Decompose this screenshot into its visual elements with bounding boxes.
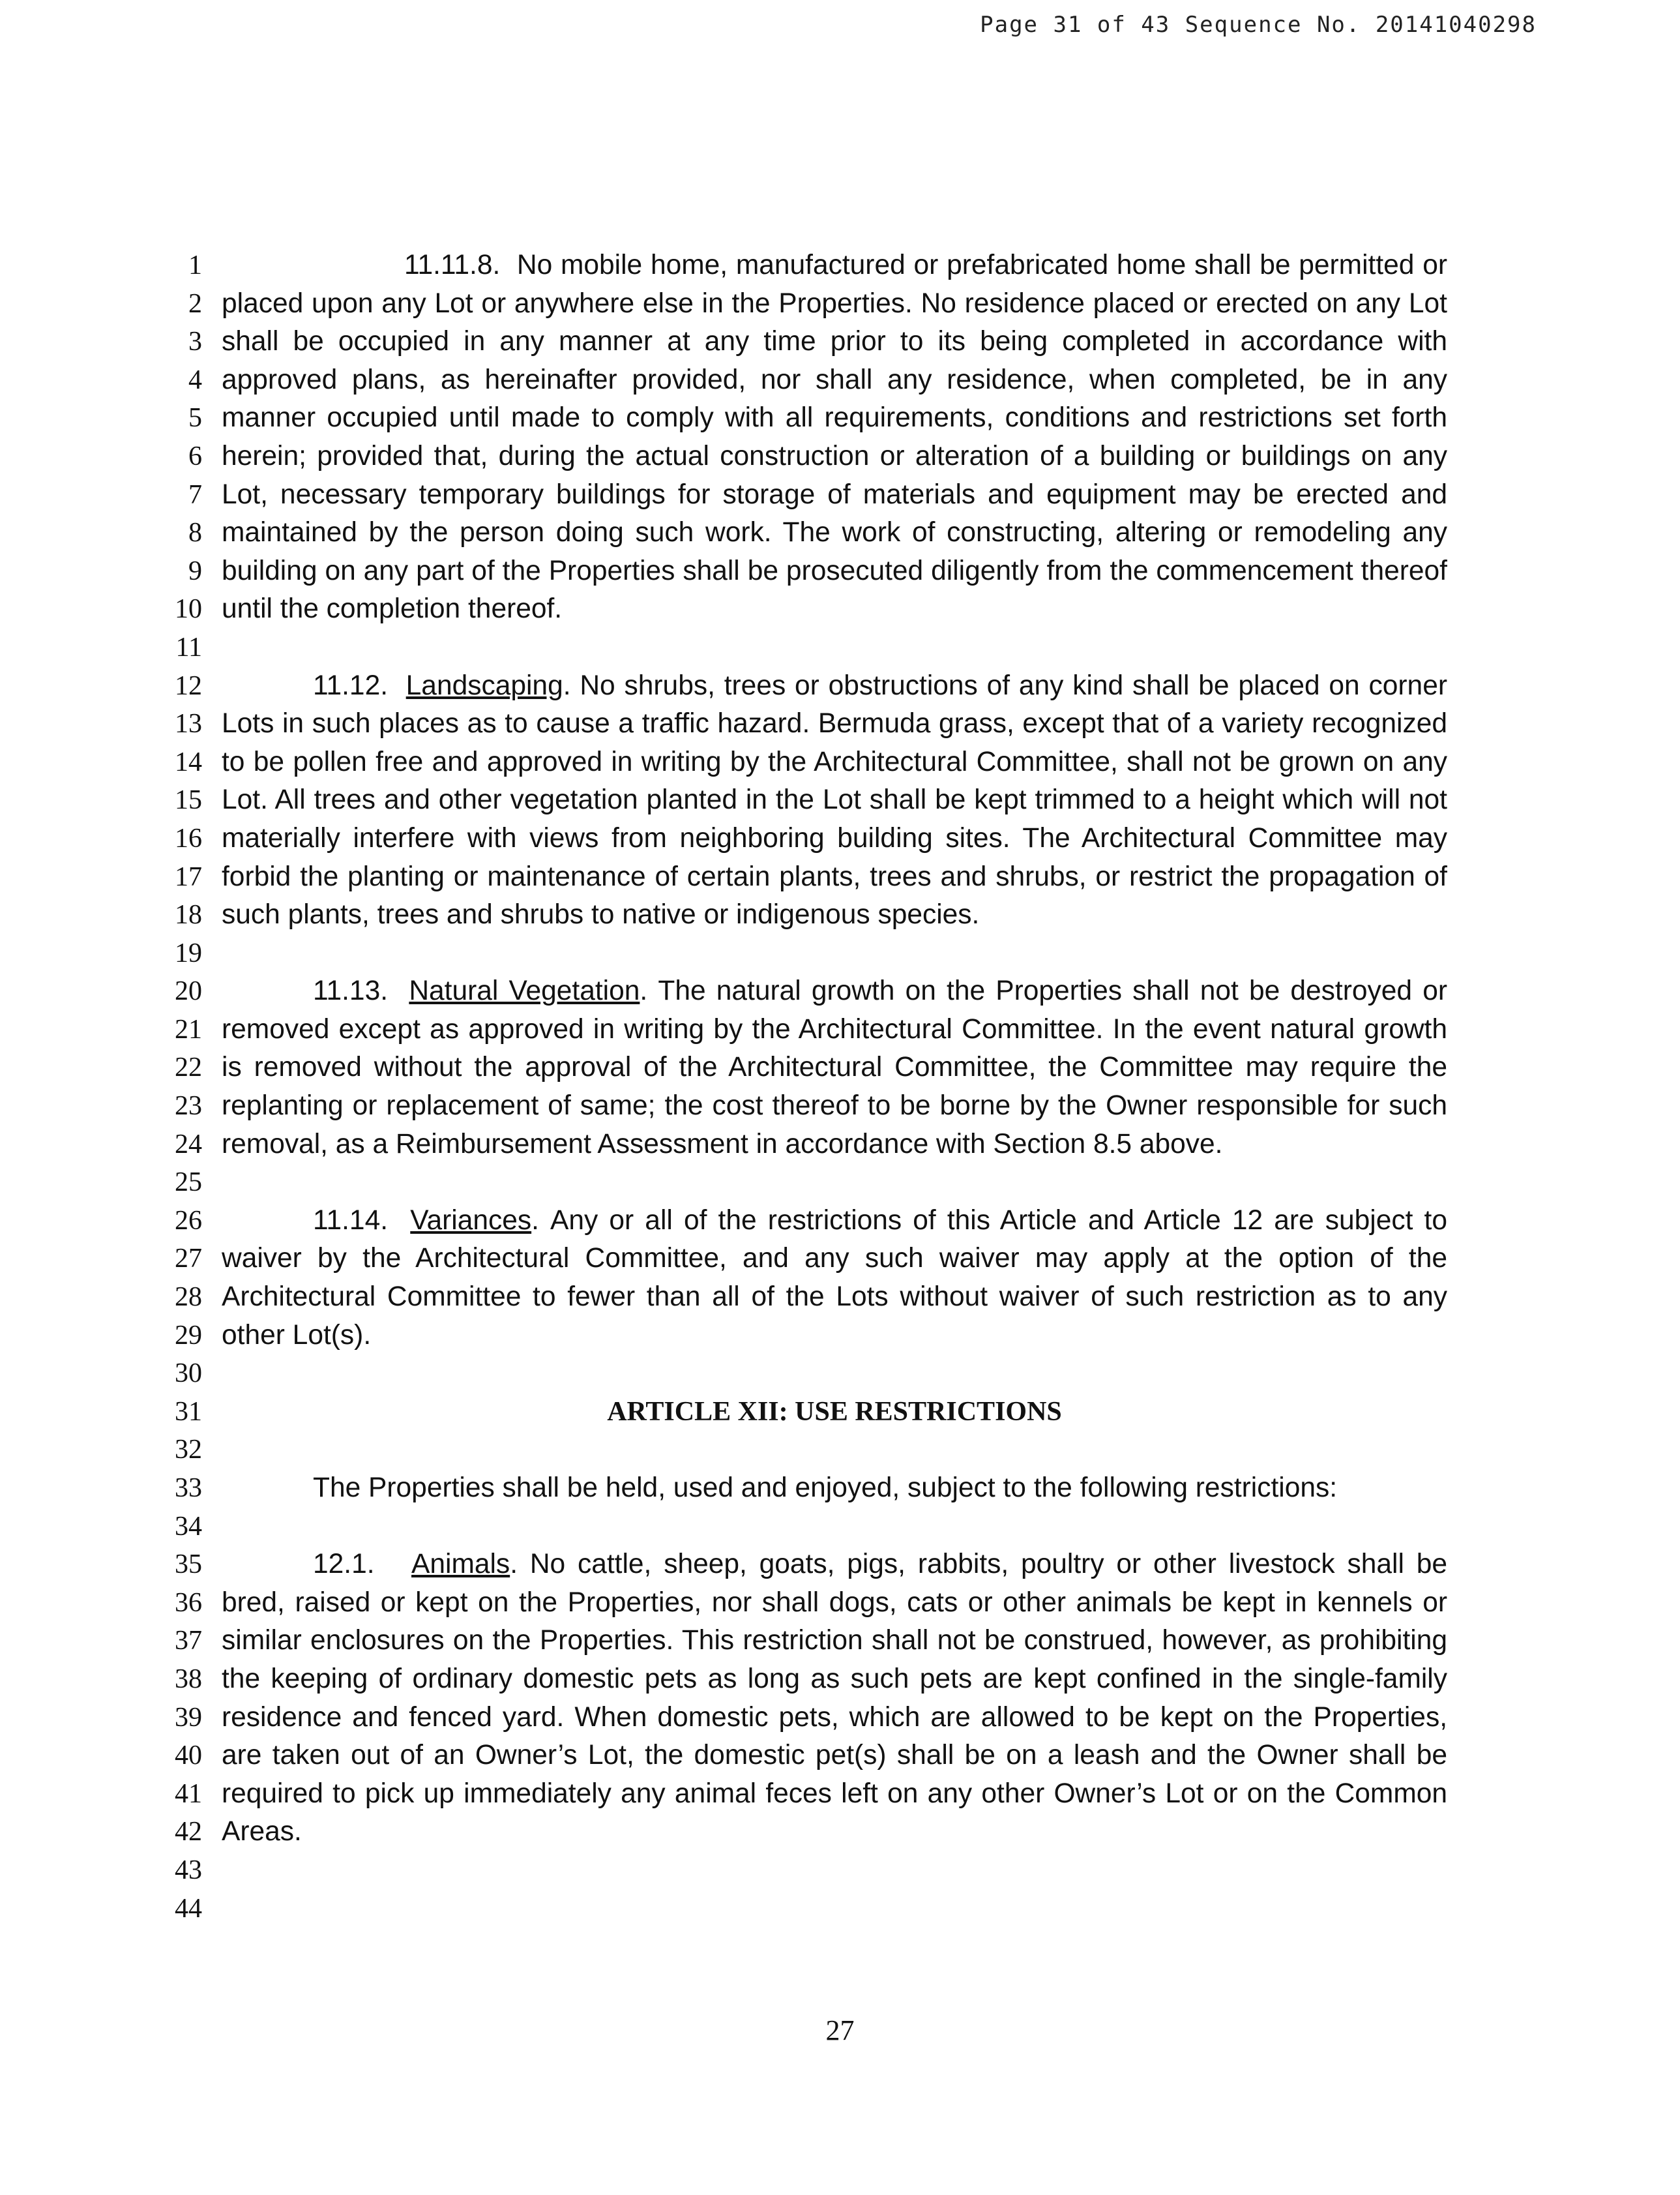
line-number: 42 <box>175 1817 202 1847</box>
section-number: 11.12. <box>313 670 389 701</box>
line-number: 12 <box>175 670 202 701</box>
section-number: 12.1. <box>313 1549 375 1580</box>
line-number: 38 <box>175 1664 202 1694</box>
section-text: Any or all of the restrictions of this Article and Article 12 are subject to waiver by the Architectural Committee, and any such waiver may apply at the option of the Architectural Committee to fewer than all of the Lots without waiver of such restriction as to any other Lot(s). <box>222 1204 1448 1351</box>
line-number: 44 <box>175 1893 202 1924</box>
section-title: Animals <box>411 1549 510 1580</box>
line-number: 6 <box>188 441 202 471</box>
section-text: No shrubs, trees or obstructions of any kind shall be placed on corner Lots in such places as to cause a traffic hazard. Bermuda grass, except that of a variety recognized to be pollen free and approved in writing by the Architectural Committee, shall not be grown on any Lot. All trees and other vegetation planted in the Lot shall be kept trimmed to a height which will not materially interfere with views from neighboring building sites. The Architectural Committee may forbid the planting or maintenance of certain plants, trees and shrubs, or restrict the propagation of such plants, trees and shrubs to native or indigenous species. <box>222 670 1447 931</box>
document-body <box>222 246 1447 1851</box>
line-number: 16 <box>175 823 202 854</box>
line-number: 26 <box>175 1205 202 1236</box>
section-11-12: 11.12. Landscaping. No shrubs, trees or obstructions of any kind shall be placed on corner Lots in such places as to cause a traffic hazard. Bermuda grass, except that of a variety recognized to be pollen free and approved in writing by the Architectural Committee, shall not be grown on any Lot. All trees and other vegetation planted in the Lot shall be kept trimmed to a height which will not materially interfere with views from neighboring building sites. The Architectural Committee may forbid the planting or maintenance of certain plants, trees and shrubs, or restrict the propagation of such plants, trees and shrubs to native or indigenous species. <box>222 670 1447 931</box>
section-12-1: 12.1. Animals. No cattle, sheep, goats, pigs, rabbits, poultry or other livestock shall be bred, raised or kept on the Properties, nor shall dogs, cats or other animals be kept in kennels or similar enclosures on the Properties. This restriction shall not be construed, however, as prohibiting the keeping of ordinary domestic pets as long as such pets are kept confined in the single-family residence and fenced yard. When domestic pets, which are allowed to be kept on the Properties, are taken out of an Owner’s Lot, the domestic pet(s) shall be on a leash and the Owner shall be required to pick up immediately any animal feces left on any other Owner’s Lot or on the Common Areas. <box>222 1549 1447 1847</box>
section-number: 11.11.8. <box>404 250 501 280</box>
line-number: 25 <box>175 1167 202 1198</box>
section-number: 11.13. <box>313 976 389 1007</box>
page-sequence-header: Page 31 of 43 Sequence No. 20141040298 <box>980 12 1537 38</box>
line-number: 24 <box>175 1129 202 1159</box>
line-number: 27 <box>175 1244 202 1274</box>
line-number: 37 <box>175 1626 202 1656</box>
line-number: 35 <box>175 1549 202 1580</box>
line-number: 28 <box>175 1282 202 1313</box>
section-title: Landscaping <box>405 670 563 701</box>
page-number: 27 <box>825 2014 855 2046</box>
section-title: Variances <box>410 1204 532 1236</box>
line-number: 31 <box>175 1396 202 1427</box>
line-number: 10 <box>175 594 202 625</box>
line-number: 30 <box>175 1358 202 1389</box>
line-number: 14 <box>175 747 202 777</box>
section-text: No mobile home, manufactured or prefabricated home shall be permitted or placed upon any Lot or anywhere else in the Properties. No residence placed or erected on any Lot shall be occupied in any manner at any time prior to its being completed in accordance with approved plans, as hereinafter provided, nor shall any residence, when completed, be in any manner occupied until made to comply with all requirements, conditions and restrictions set forth herein; provided that, during the actual construction or alteration of a building or buildings on any Lot, necessary temporary buildings for storage of materials and equipment may be erected and maintained by the person doing such work. The work of constructing, altering or remodeling any building on any part of the Properties shall be prosecuted diligently from the commencement thereof until the completion thereof. <box>222 250 1447 625</box>
section-text: The natural growth on the Properties shall not be destroyed or removed except as approved in writing by the Architectural Committee. In the event natural growth is removed without the approval of the Architectural Committee, the Committee may require the replanting or replacement of same; the cost thereof to be borne by the Owner responsible for such removal, as a Reimbursement Assessment in accordance with Section 8.5 above. <box>222 976 1447 1159</box>
line-number: 21 <box>175 1014 202 1045</box>
line-number: 23 <box>175 1091 202 1122</box>
line-number: 1 <box>188 250 202 280</box>
line-number: 34 <box>175 1511 202 1542</box>
line-number: 9 <box>188 556 202 586</box>
line-number: 7 <box>188 479 202 510</box>
line-number: 8 <box>188 518 202 548</box>
line-number: 20 <box>175 976 202 1007</box>
line-number: 19 <box>175 938 202 968</box>
line-number: 13 <box>175 709 202 739</box>
section-text: No cattle, sheep, goats, pigs, rabbits, poultry or other livestock shall be bred, raised or kept on the Properties, nor shall dogs, cats or other animals be kept in kennels or similar enclosures on the Properties. This restriction shall not be construed, however, as prohibiting the keeping of ordinary domestic pets as long as such pets are kept confined in the single-family residence and fenced yard. When domestic pets, which are allowed to be kept on the Properties, are taken out of an Owner’s Lot, the domestic pet(s) shall be on a leash and the Owner shall be required to pick up immediately any animal feces left on any other Owner’s Lot or on the Common Areas. <box>222 1549 1447 1847</box>
line-number: 22 <box>175 1053 202 1083</box>
line-number-column <box>130 246 202 1928</box>
line-number: 32 <box>175 1435 202 1465</box>
line-number: 41 <box>175 1778 202 1809</box>
line-number: 17 <box>175 861 202 892</box>
article-heading: ARTICLE XII: USE RESTRICTIONS <box>607 1396 1062 1427</box>
line-number: 33 <box>175 1473 202 1503</box>
line-number: 36 <box>175 1587 202 1618</box>
line-number: 15 <box>175 785 202 816</box>
article-intro: The Properties shall be held, used and enjoyed, subject to the following restrictions: <box>313 1472 1338 1503</box>
section-11-14: 11.14. Variances. Any or all of the restrictions of this Article and Article 12 are subject to waiver by the Architectural Committee, and any such waiver may apply at the option of the Architectural Committee to fewer than all of the Lots without waiver of such restriction as to any other Lot(s). <box>222 1204 1448 1351</box>
line-number: 4 <box>188 365 202 395</box>
section-11-13: 11.13. Natural Vegetation. The natural growth on the Properties shall not be destroyed or removed except as approved in writing by the Architectural Committee. In the event natural growth is removed without the approval of the Architectural Committee, the Committee may require the replanting or replacement of same; the cost thereof to be borne by the Owner responsible for such removal, as a Reimbursement Assessment in accordance with Section 8.5 above. <box>222 976 1447 1159</box>
section-title: Natural Vegetation <box>409 976 640 1007</box>
line-number: 5 <box>188 403 202 434</box>
line-number: 29 <box>175 1320 202 1351</box>
line-number: 40 <box>175 1740 202 1771</box>
section-11-11-8 <box>222 246 1447 629</box>
line-number: 3 <box>188 327 202 357</box>
section-number: 11.14. <box>313 1204 389 1236</box>
line-number: 18 <box>175 900 202 931</box>
line-number: 43 <box>175 1855 202 1885</box>
line-number: 39 <box>175 1702 202 1733</box>
line-number: 2 <box>188 288 202 319</box>
line-number: 11 <box>175 632 202 663</box>
